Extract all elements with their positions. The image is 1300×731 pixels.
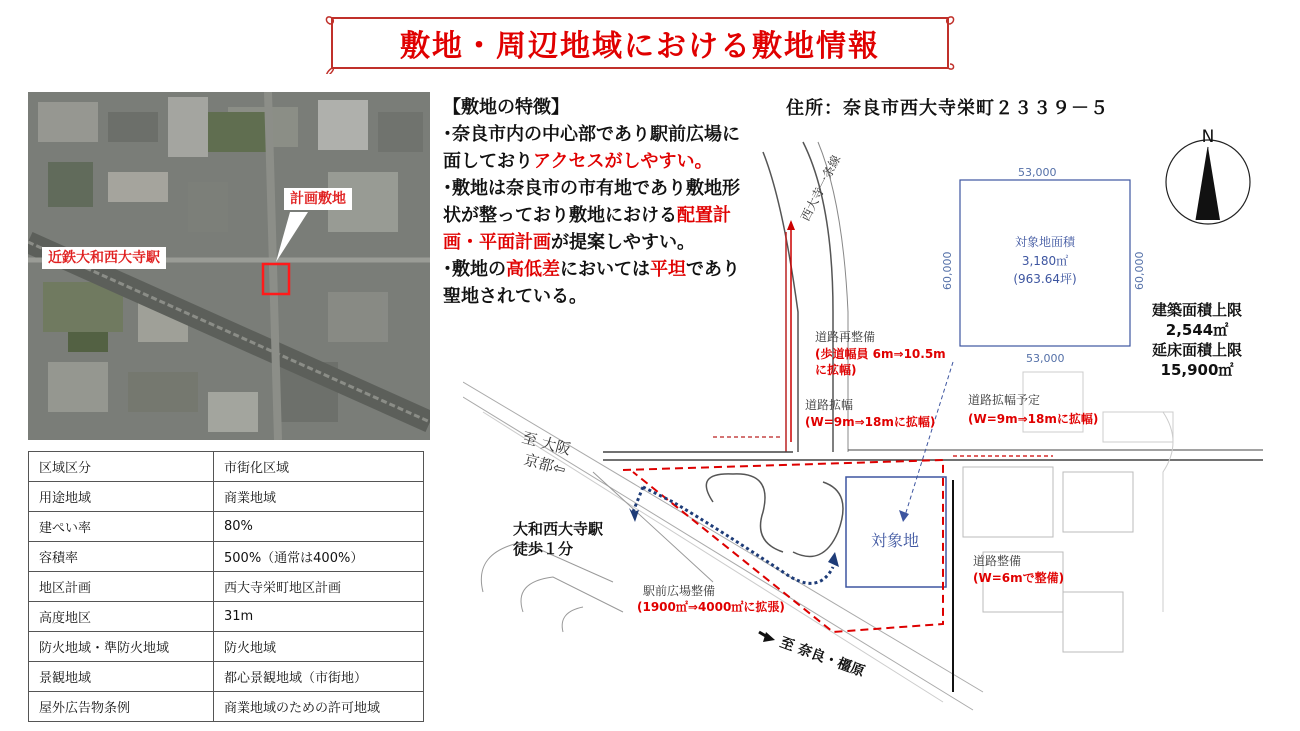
title-banner bbox=[322, 12, 958, 74]
site-callout: 計画敷地 bbox=[284, 188, 352, 210]
walk-time: 徒歩１分 bbox=[513, 540, 574, 558]
row-value: 商業地域 bbox=[214, 482, 424, 512]
dim-bottom: 53,000 bbox=[1026, 352, 1065, 365]
features-heading: 【敷地の特徴】 bbox=[443, 97, 569, 118]
table-row bbox=[29, 452, 424, 482]
line-label: 西大寺一条線 bbox=[798, 152, 844, 224]
site-area-title: 対象地面積 bbox=[1014, 235, 1076, 249]
dim-top: 53,000 bbox=[1018, 166, 1057, 179]
dim-right: 60,000 bbox=[1133, 251, 1146, 290]
table-row bbox=[29, 482, 424, 512]
table-row bbox=[29, 692, 424, 722]
row-value: 市街化区域 bbox=[214, 452, 424, 482]
row-key: 区域区分 bbox=[29, 452, 214, 482]
row-key: 建ぺい率 bbox=[29, 512, 214, 542]
road-widen-plan-title: 道路拡幅予定 bbox=[968, 393, 1041, 407]
area-limits bbox=[1138, 300, 1256, 380]
road-redev-detail2: に拡幅) bbox=[815, 363, 857, 377]
row-value: 80% bbox=[214, 512, 424, 542]
road-widen-plan-detail: (W=9m⇒18mに拡幅) bbox=[968, 412, 1099, 426]
station-callout: 近鉄大和西大寺駅 bbox=[42, 247, 166, 269]
road-redev-detail1: (歩道幅員 6m⇒10.5m bbox=[815, 347, 946, 361]
road-maint-detail: (W=6mで整備) bbox=[973, 571, 1065, 585]
row-value: 防火地域 bbox=[214, 632, 424, 662]
road-widen-title: 道路拡幅 bbox=[805, 398, 854, 412]
plaza-title: 駅前広場整備 bbox=[643, 584, 716, 598]
site-features bbox=[443, 94, 743, 310]
north-label: N bbox=[1201, 127, 1215, 147]
compass-icon bbox=[1166, 127, 1250, 224]
row-key: 屋外広告物条例 bbox=[29, 692, 214, 722]
row-key: 地区計画 bbox=[29, 572, 214, 602]
dim-left: 60,000 bbox=[941, 251, 954, 290]
building-area-label: 建築面積上限 bbox=[1151, 301, 1242, 319]
to-nara: 至 奈良・橿原 bbox=[777, 634, 867, 681]
row-key: 景観地域 bbox=[29, 662, 214, 692]
table-row bbox=[29, 632, 424, 662]
floor-area-label: 延床面積上限 bbox=[1151, 341, 1242, 359]
row-key: 高度地区 bbox=[29, 602, 214, 632]
site-label: 対象地 bbox=[871, 531, 920, 550]
road-widen-detail: (W=9m⇒18mに拡幅) bbox=[805, 415, 936, 429]
table-row bbox=[29, 542, 424, 572]
row-key: 防火地域・準防火地域 bbox=[29, 632, 214, 662]
feature-1: ･奈良市内の中心部であり駅前広場に面しておりアクセスがしやすい。 bbox=[443, 124, 740, 172]
station-name: 大和西大寺駅 bbox=[513, 520, 604, 538]
feature-3: ･敷地の高低差においては平坦であり聖地されている。 bbox=[443, 259, 740, 307]
table-row bbox=[29, 572, 424, 602]
site-area-value: 3,180㎡ bbox=[1021, 254, 1069, 268]
road-maint-title: 道路整備 bbox=[973, 554, 1022, 568]
zoning-table bbox=[28, 451, 424, 722]
row-value: 500%（通常は400%） bbox=[214, 542, 424, 572]
row-value: 西大寺栄町地区計画 bbox=[214, 572, 424, 602]
site-area-tsubo: (963.64坪) bbox=[1013, 272, 1077, 286]
page-title: 敷地・周辺地域における敷地情報 bbox=[400, 29, 880, 64]
row-key: 容積率 bbox=[29, 542, 214, 572]
feature-2: ･敷地は奈良市の市有地であり敷地形状が整っており敷地における配置計画・平面計画が提案しやすい。 bbox=[443, 178, 740, 253]
row-value: 商業地域のための許可地域 bbox=[214, 692, 424, 722]
to-kyoto: 京都⇦ bbox=[521, 450, 568, 479]
road-redev-title: 道路再整備 bbox=[815, 330, 876, 344]
row-key: 用途地域 bbox=[29, 482, 214, 512]
floor-area-value: 15,900㎡ bbox=[1160, 361, 1234, 379]
table-row bbox=[29, 512, 424, 542]
table-row bbox=[29, 602, 424, 632]
to-osaka: 至 大阪 bbox=[519, 428, 573, 459]
row-value: 31m bbox=[214, 602, 424, 632]
site-address: 住所：奈良市西大寺栄町２３３９－５ bbox=[786, 98, 1109, 119]
aerial-photo bbox=[28, 92, 430, 440]
table-row bbox=[29, 662, 424, 692]
building-area-value: 2,544㎡ bbox=[1165, 321, 1229, 339]
row-value: 都心景観地域（市街地） bbox=[214, 662, 424, 692]
plaza-detail: (1900㎡⇒4000㎡に拡張) bbox=[637, 600, 785, 614]
